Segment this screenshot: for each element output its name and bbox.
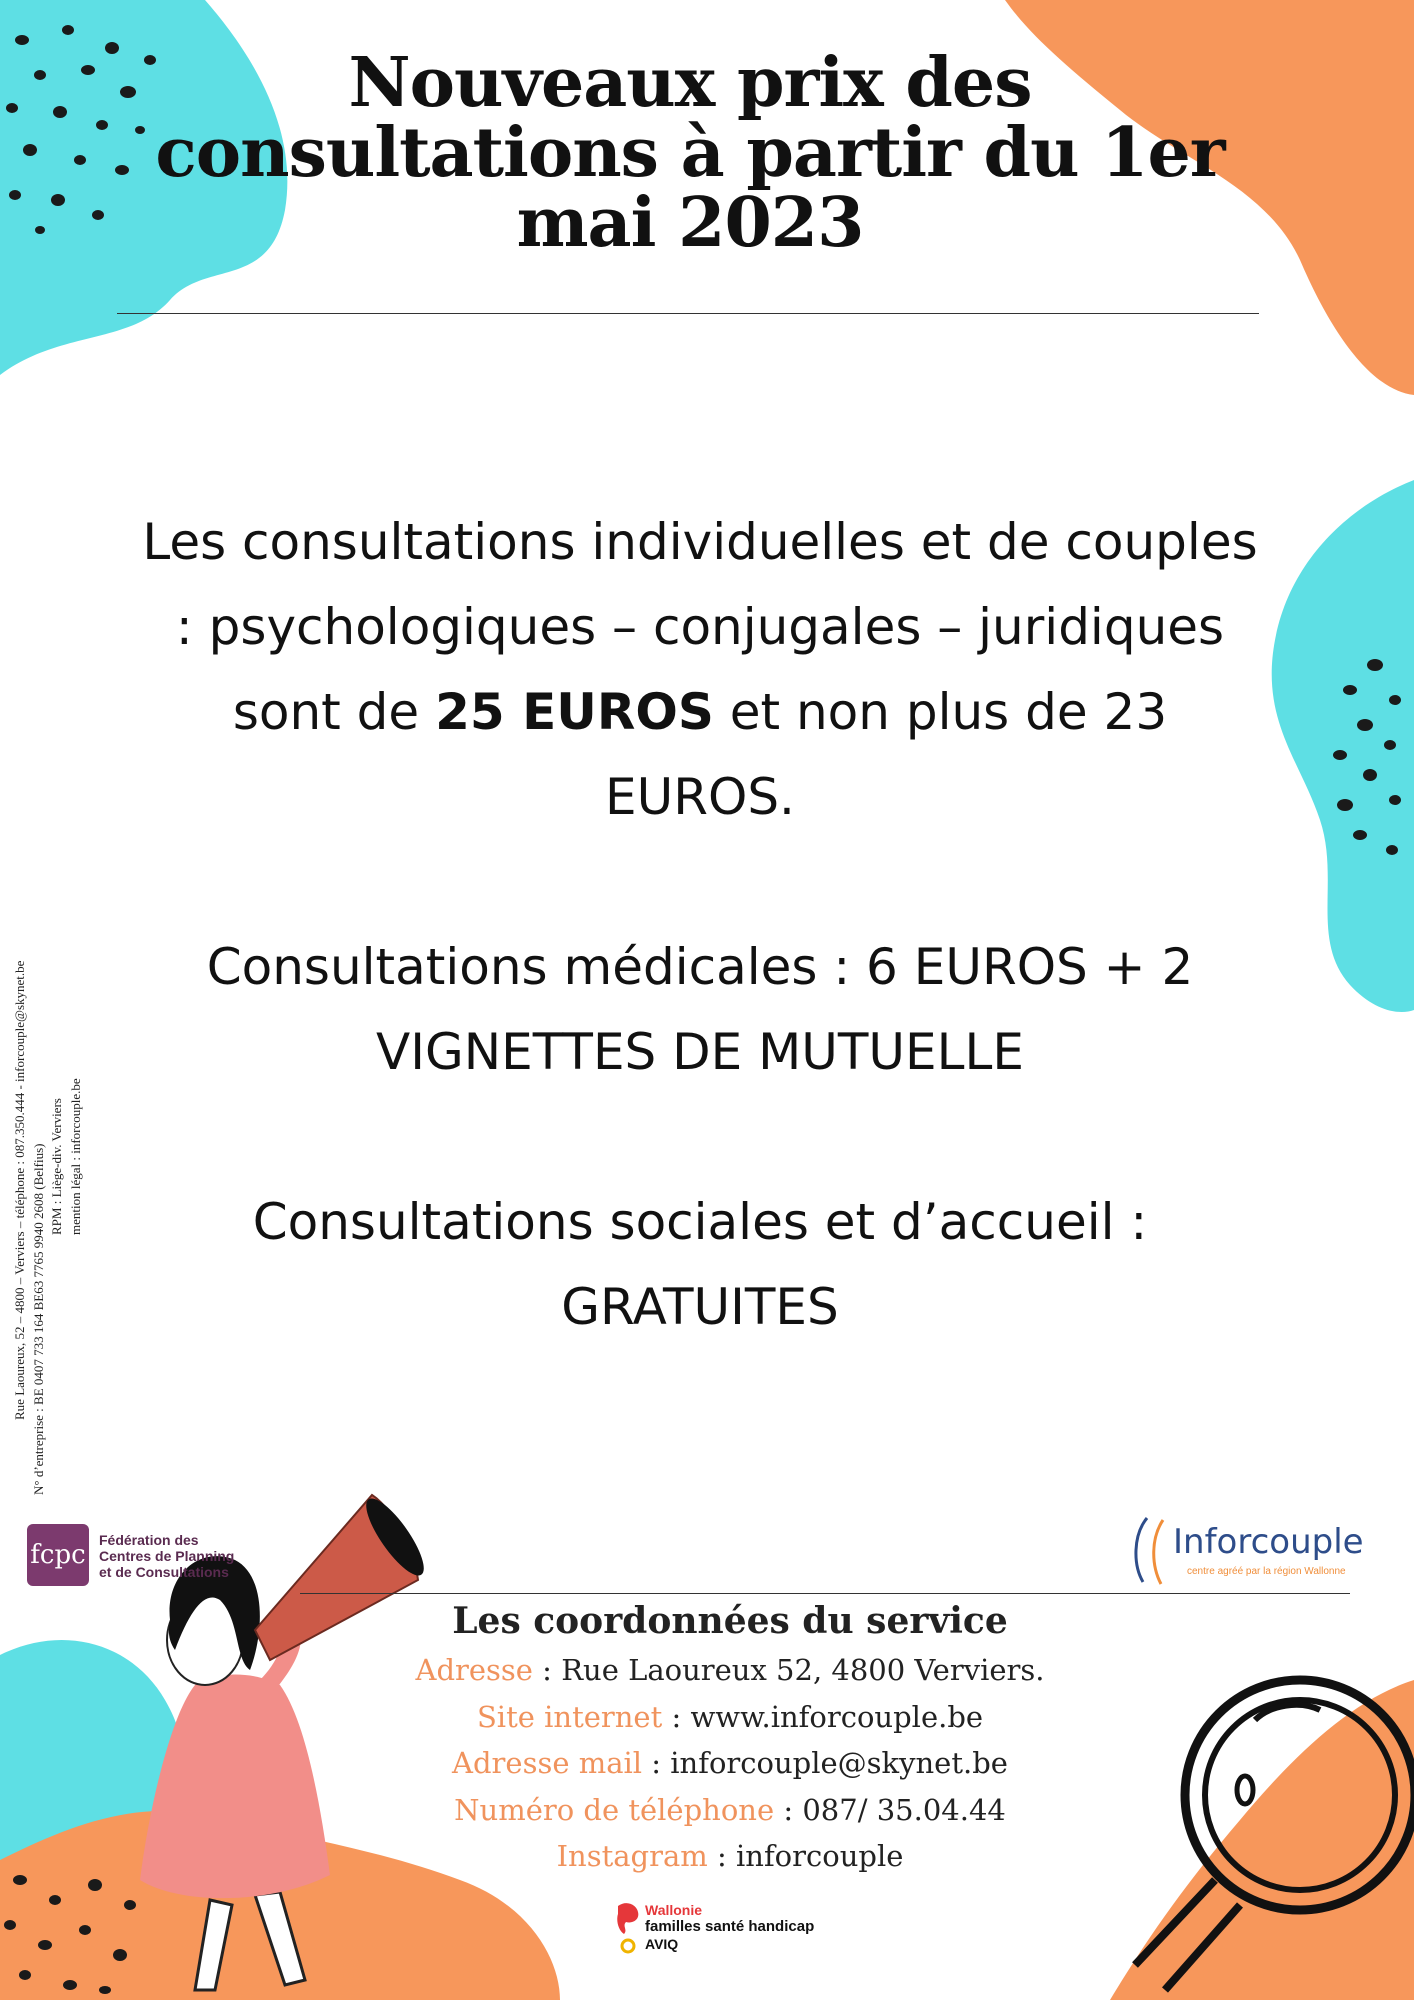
contact-label: Site internet — [476, 1699, 663, 1734]
aviq-line-1: Wallonie — [645, 1902, 703, 1918]
contact-label: Instagram — [556, 1839, 708, 1873]
contact-title: Les coordonnées du service — [452, 1600, 1008, 1642]
contact-row-email — [340, 1740, 1120, 1787]
aviq-line-3: AVIQ — [645, 1936, 679, 1952]
phone-link[interactable]: 087/ 35.04.44 — [802, 1792, 1006, 1827]
aviq-line-2: familles santé handicap — [645, 1918, 815, 1935]
price-highlight: 25 EUROS — [435, 683, 714, 741]
contact-sep: : — [642, 1746, 671, 1780]
price-paragraph-social: Consultations sociales et d’accueil : GRATUITES — [252, 1193, 1148, 1336]
fcpc-logo-badge: fcpc — [27, 1524, 89, 1586]
fcpc-line-1: Fédération des — [99, 1532, 199, 1548]
contact-row-website — [340, 1694, 1120, 1741]
legal-line-1: Rue Laoureux, 52 – 4800 – Verviers – téléphone : 087.350.444 - inforcouple@skynet.be — [12, 960, 27, 1420]
instagram-link[interactable]: inforcouple — [736, 1839, 904, 1873]
website-link[interactable]: www.inforcouple.be — [690, 1699, 984, 1734]
contact-label: Adresse mail — [452, 1746, 643, 1780]
contact-row-instagram — [340, 1833, 1120, 1880]
title-divider — [117, 313, 1259, 314]
contact-row-phone — [340, 1787, 1120, 1834]
contact-block — [340, 1595, 1120, 1880]
legal-line-2: N° d’entreprise : BE 0407 733 164 BE63 7765 9940 2608 (Belfius) — [31, 1143, 46, 1495]
contact-sep: : — [532, 1653, 562, 1687]
price-text-after: et non plus de 23 EUROS. — [605, 683, 1168, 826]
fcpc-logo-text — [99, 1532, 234, 1580]
contact-sep: : — [662, 1699, 691, 1734]
rooster-icon — [612, 1900, 642, 1956]
fcpc-logo — [27, 1518, 267, 1593]
contact-divider — [300, 1593, 1350, 1594]
fcpc-line-2: Centres de Planning — [99, 1548, 235, 1564]
price-paragraph-medical: Consultations médicales : 6 EUROS + 2 VIGNETTES DE MUTUELLE — [206, 938, 1194, 1081]
legal-line-3: RPM : Liège-div. Verviers — [49, 1098, 64, 1235]
fcpc-line-3: et de Consultations — [99, 1564, 229, 1580]
page-title: Nouveaux prix des consultations à partir du 1er mai 2023 — [155, 43, 1225, 263]
contact-sep: : — [774, 1792, 803, 1827]
contact-sep: : — [707, 1839, 736, 1873]
price-paragraph-individual — [130, 500, 1270, 840]
contact-value: Rue Laoureux 52, 4800 Verviers. — [561, 1653, 1045, 1687]
legal-line-4: mention légal : inforcouple.be — [68, 1078, 83, 1235]
price-text-before: Les consultations individuelles et de couples : psychologiques – conjugales – juridiques sont de — [142, 513, 1258, 741]
aviq-logo — [612, 1900, 862, 1960]
inforcouple-logo — [1125, 1510, 1390, 1590]
contact-row-address — [340, 1647, 1120, 1694]
inforcouple-mark-icon — [1125, 1510, 1173, 1590]
contact-label: Adresse — [415, 1653, 533, 1687]
contact-label: Numéro de téléphone — [454, 1792, 775, 1827]
inforcouple-tagline: centre agréé par la région Wallonne — [1187, 1566, 1346, 1577]
email-link[interactable]: inforcouple@skynet.be — [670, 1746, 1008, 1780]
inforcouple-name: Inforcouple — [1173, 1522, 1364, 1562]
